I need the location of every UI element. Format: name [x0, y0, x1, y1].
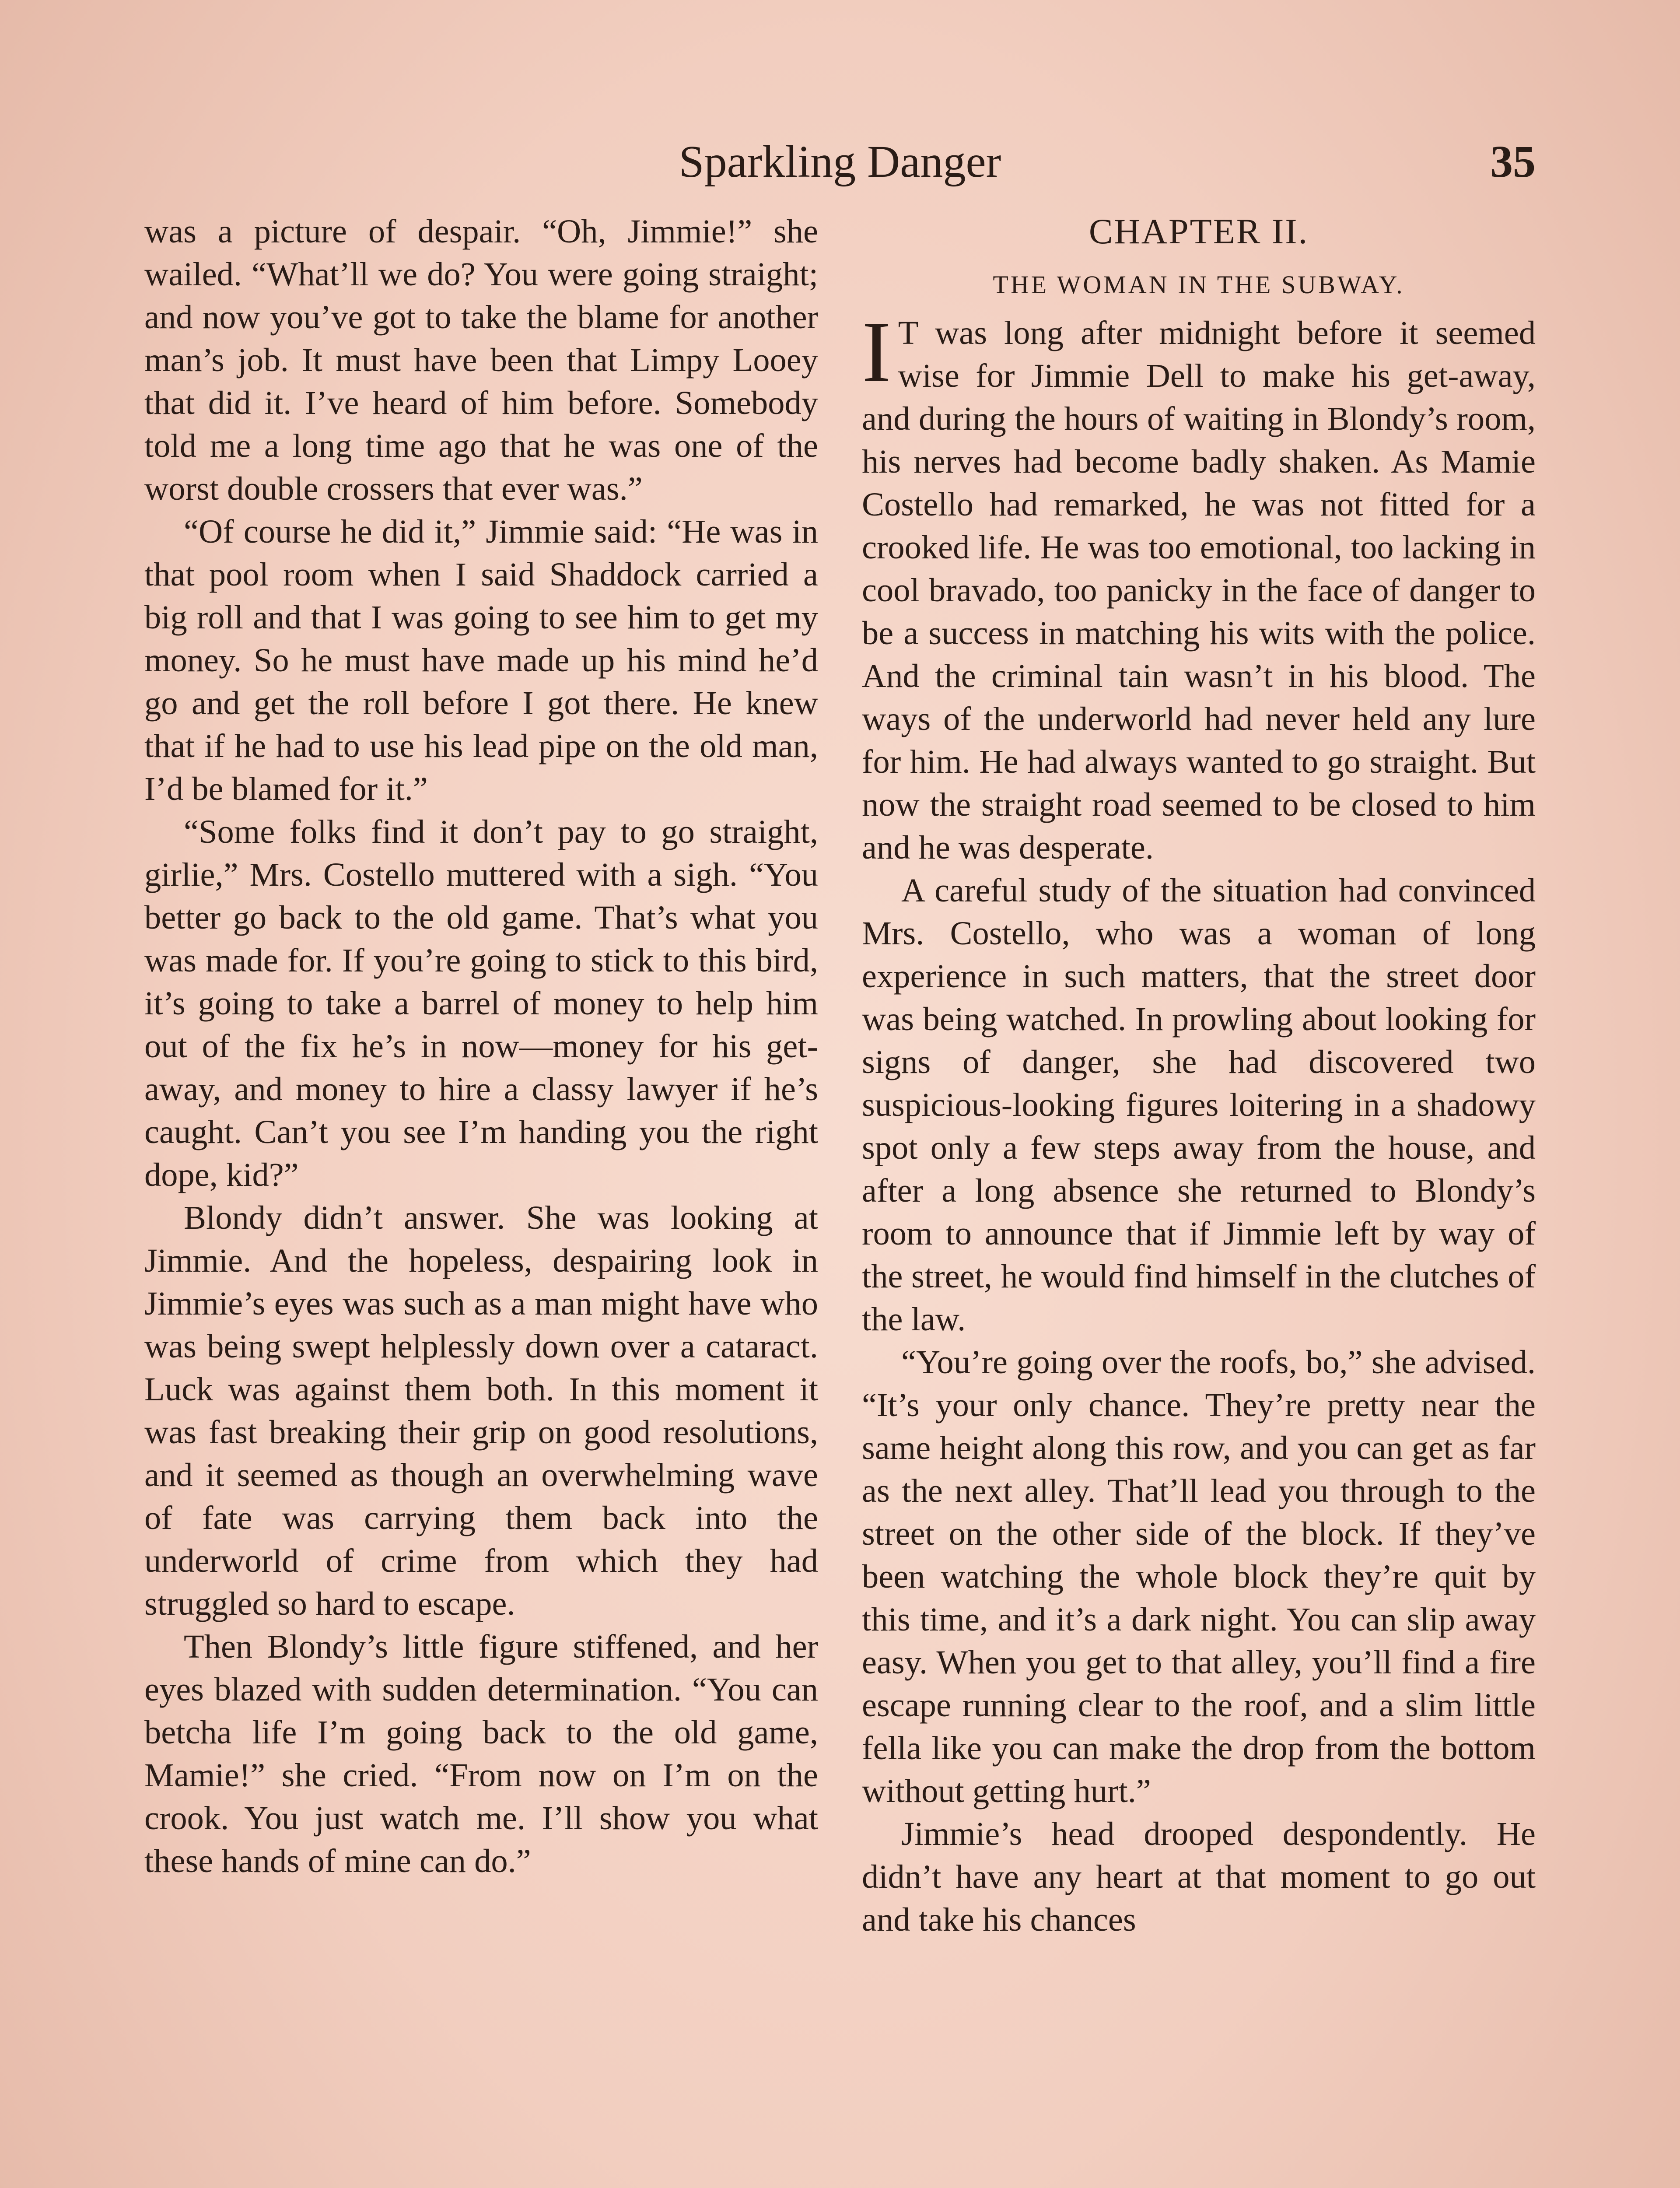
- paragraph: “Of course he did it,” Jimmie said: “He was in that pool room when I said Shaddock carried a big roll and that I was going to see him to get my money. So he must have made up his mind he’d go and get the roll before I got there. He knew that if he had to use his lead pipe on the old man, I’d be blamed for it.”: [144, 513, 818, 807]
- chapter-title: CHAPTER II.: [1088, 211, 1309, 251]
- page-number: 35: [1490, 137, 1536, 187]
- paragraph: “You’re going over the roofs, bo,” she advised. “It’s your only chance. They’re pretty near the same height along this row, and you can get as far as the next alley. That’ll lead you through to the street on the other side of the block. If they’ve been watching the whole block they’re quit by this time, and it’s a dark night. You can slip away easy. When you get to that alley, you’ll find a fire escape running clear to the roof, and a slim little fella like you can make the drop from the bottom without getting hurt.”: [862, 1343, 1536, 1809]
- page-header: [144, 131, 1536, 193]
- opening-paragraph-text: T was long after midnight before it seemed wise for Jimmie Dell to make his get-away, and during the hours of waiting in Blondy’s room, his nerves had become badly shaken. As Mamie Costello had remarked, he was not fitted for a crooked life. He was too emotional, too lacking in cool bravado, too panicky in the face of danger to be a success in matching his wits with the police. And the criminal tain wasn’t in his blood. The ways of the underworld had never held any lure for him. He had always wanted to go straight. But now the straight road seemed to be closed to him and he was desperate.: [862, 314, 1536, 866]
- chapter-opening-paragraph: [862, 304, 1536, 869]
- paragraph: A careful study of the situation had convinced Mrs. Costello, who was a woman of long experience in such matters, that the street door was being watched. In prowling about looking for signs of danger, she had discovered two suspicious-looking figures loitering in a shadowy spot only a few steps away from the house, and after a long absence she returned to Blondy’s room to announce that if Jimmie left by way of the street, he would find himself in the clutches of the law.: [862, 872, 1536, 1338]
- chapter-subtitle: THE WOMAN IN THE SUBWAY.: [993, 270, 1405, 299]
- paragraph: Then Blondy’s little figure stiffened, and her eyes blazed with sudden determination. “You can betcha life I’m going back to the old game, Mamie!” she cried. “From now on I’m on the crook. You just watch me. I’ll show you what these hands of mine can do.”: [144, 1628, 818, 1879]
- paragraph: Jimmie’s head drooped despondently. He didn’t have any heart at that moment to go out and take his chances: [862, 1815, 1536, 1938]
- paragraph: was a picture of despair. “Oh, Jimmie!” she wailed. “What’ll we do? You were going straight; and now you’ve got to take the blame for another man’s job. It must have been that Limpy Looey that did it. I’ve heard of him before. Somebody told me a long time ago that he was one of the worst double crossers that ever was.”: [144, 213, 818, 507]
- running-title: Sparkling Danger: [679, 137, 1001, 187]
- drop-cap: I: [862, 304, 891, 400]
- paragraph: Blondy didn’t answer. She was looking at Jimmie. And the hopeless, despairing look in Jimmie’s eyes was such as a man might have who was being swept helplessly down over a cataract. Luck was against them both. In this moment it was fast breaking their grip on good resolutions, and it seemed as though an overwhelming wave of fate was carrying them back into the underworld of crime from which they had struggled so hard to escape.: [144, 1199, 818, 1622]
- paragraph: “Some folks find it don’t pay to go straight, girlie,” Mrs. Costello muttered with a sigh. “You better go back to the old game. That’s what you was made for. If you’re going to stick to this bird, it’s going to take a barrel of money to help him out of the fix he’s in now—money for his get-away, and money to hire a classy lawyer if he’s caught. Can’t you see I’m handing you the right dope, kid?”: [144, 813, 818, 1193]
- left-column: [144, 210, 818, 1883]
- right-column: [862, 210, 1536, 1941]
